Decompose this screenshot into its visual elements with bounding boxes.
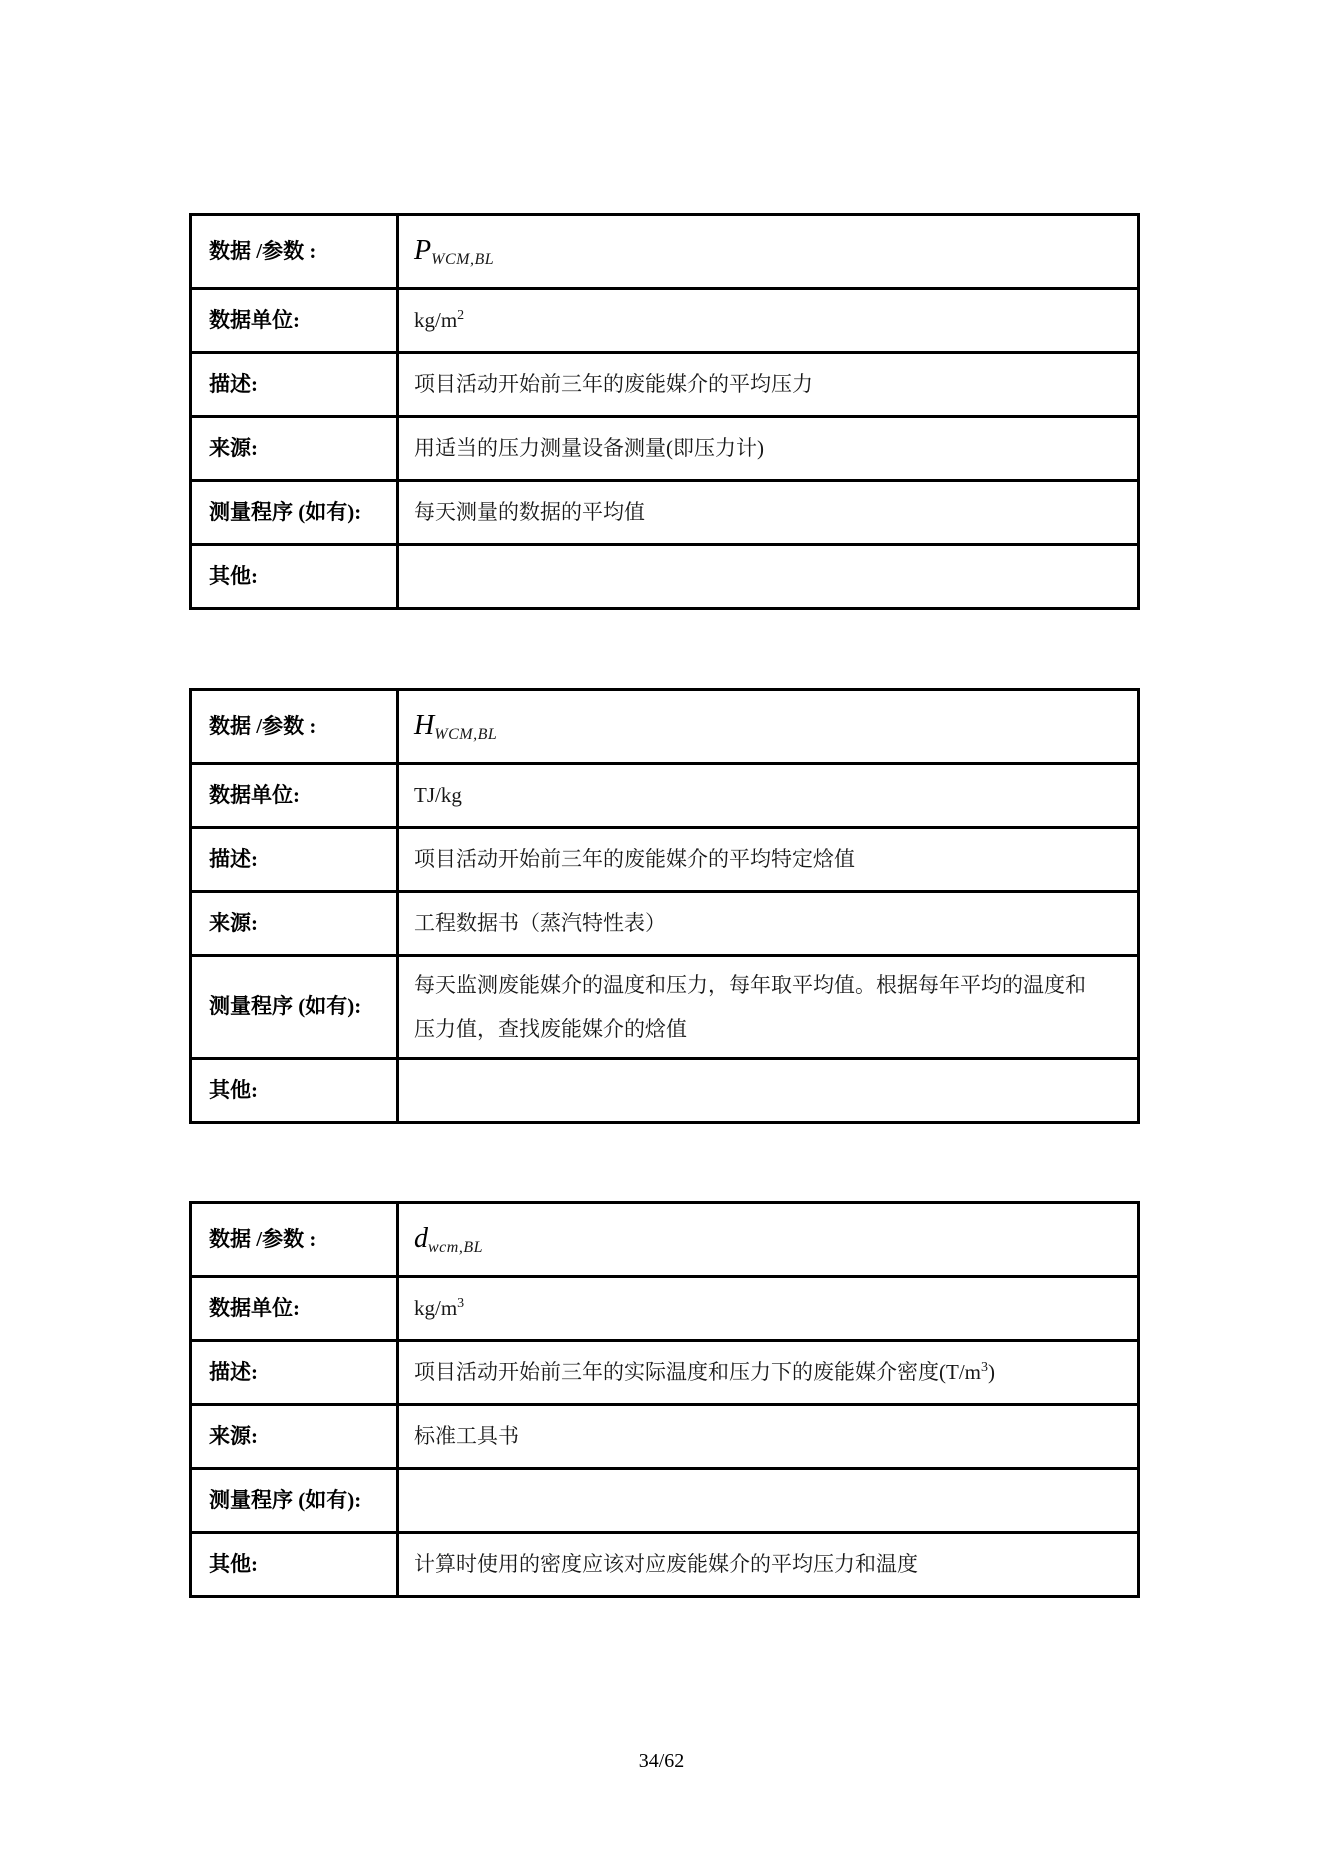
table-row (191, 215, 1139, 289)
row-label: 数据 /参数 : (191, 690, 398, 764)
table-row (191, 480, 1139, 544)
row-value (398, 763, 1139, 827)
row-label: 数据 /参数 : (191, 215, 398, 289)
parameter-symbol: H (414, 710, 435, 741)
row-label: 测量程序 (如有): (191, 955, 398, 1058)
value-superscript: 3 (981, 1360, 988, 1376)
parameter-subscript: WCM,BL (431, 251, 495, 269)
table-row (191, 288, 1139, 352)
value-superscript: 2 (457, 308, 465, 324)
parameter-subscript: wcm,BL (428, 1239, 483, 1257)
row-label: 数据单位: (191, 763, 398, 827)
row-value (398, 827, 1139, 891)
table-row (191, 1276, 1139, 1340)
value-text: 每天监测废能媒介的温度和压力，每年取平均值。根据每年平均的温度和压力值，查找废能媒介的焓值 (414, 972, 1086, 1041)
page-number: 34/62 (638, 1750, 685, 1772)
value-text: 计算时使用的密度应该对应废能媒介的平均压力和温度 (414, 1552, 918, 1577)
value-text: TJ/kg (414, 783, 462, 808)
table-row (191, 1203, 1139, 1277)
row-label: 其他: (191, 1532, 398, 1596)
parameter-symbol: d (414, 1223, 428, 1254)
value-text: 项目活动开始前三年的废能媒介的平均特定焓值 (414, 847, 855, 872)
row-label: 描述: (191, 1340, 398, 1404)
table-row (191, 1404, 1139, 1468)
row-value (398, 352, 1139, 416)
value-text: 项目活动开始前三年的实际温度和压力下的废能媒介密度(T/m (414, 1360, 981, 1385)
table-row (191, 1468, 1139, 1532)
table-row (191, 1340, 1139, 1404)
row-label: 数据单位: (191, 1276, 398, 1340)
row-value (398, 1203, 1139, 1277)
row-value (398, 480, 1139, 544)
row-value (398, 1404, 1139, 1468)
parameter-table-d (189, 1201, 1140, 1598)
parameter-symbol: P (414, 235, 432, 266)
row-value-empty (398, 1058, 1139, 1122)
parameter-subscript: WCM,BL (434, 726, 498, 744)
value-text: ) (988, 1360, 995, 1385)
row-label: 来源: (191, 891, 398, 955)
row-value-empty (398, 1468, 1139, 1532)
row-label: 其他: (191, 1058, 398, 1122)
value-text: 标准工具书 (414, 1424, 519, 1449)
parameter-table-P (189, 213, 1140, 610)
value-text: kg/m (414, 308, 458, 333)
table-row (191, 827, 1139, 891)
table-row (191, 352, 1139, 416)
row-value (398, 416, 1139, 480)
table-row (191, 1532, 1139, 1596)
row-label: 数据 /参数 : (191, 1203, 398, 1277)
row-value (398, 1340, 1139, 1404)
value-text: 用适当的压力测量设备测量(即压力计) (414, 436, 764, 461)
row-label: 其他: (191, 544, 398, 608)
row-value (398, 891, 1139, 955)
row-value-empty (398, 544, 1139, 608)
row-label: 测量程序 (如有): (191, 1468, 398, 1532)
row-label: 测量程序 (如有): (191, 480, 398, 544)
row-value (398, 288, 1139, 352)
row-label: 来源: (191, 416, 398, 480)
row-value (398, 1276, 1139, 1340)
value-text: 项目活动开始前三年的废能媒介的平均压力 (414, 372, 813, 397)
table-row (191, 891, 1139, 955)
row-label: 数据单位: (191, 288, 398, 352)
parameter-table-H (189, 688, 1140, 1124)
row-value (398, 215, 1139, 289)
table-row (191, 955, 1139, 1058)
row-value (398, 1532, 1139, 1596)
table-row (191, 544, 1139, 608)
value-superscript: 3 (457, 1296, 465, 1312)
value-text: kg/m (414, 1296, 458, 1321)
value-text: 每天测量的数据的平均值 (414, 500, 645, 525)
row-value (398, 955, 1139, 1058)
table-row (191, 416, 1139, 480)
table-row (191, 690, 1139, 764)
table-row (191, 1058, 1139, 1122)
row-label: 描述: (191, 352, 398, 416)
row-value (398, 690, 1139, 764)
value-text: 工程数据书（蒸汽特性表） (414, 911, 666, 936)
table-row (191, 763, 1139, 827)
row-label: 描述: (191, 827, 398, 891)
row-label: 来源: (191, 1404, 398, 1468)
